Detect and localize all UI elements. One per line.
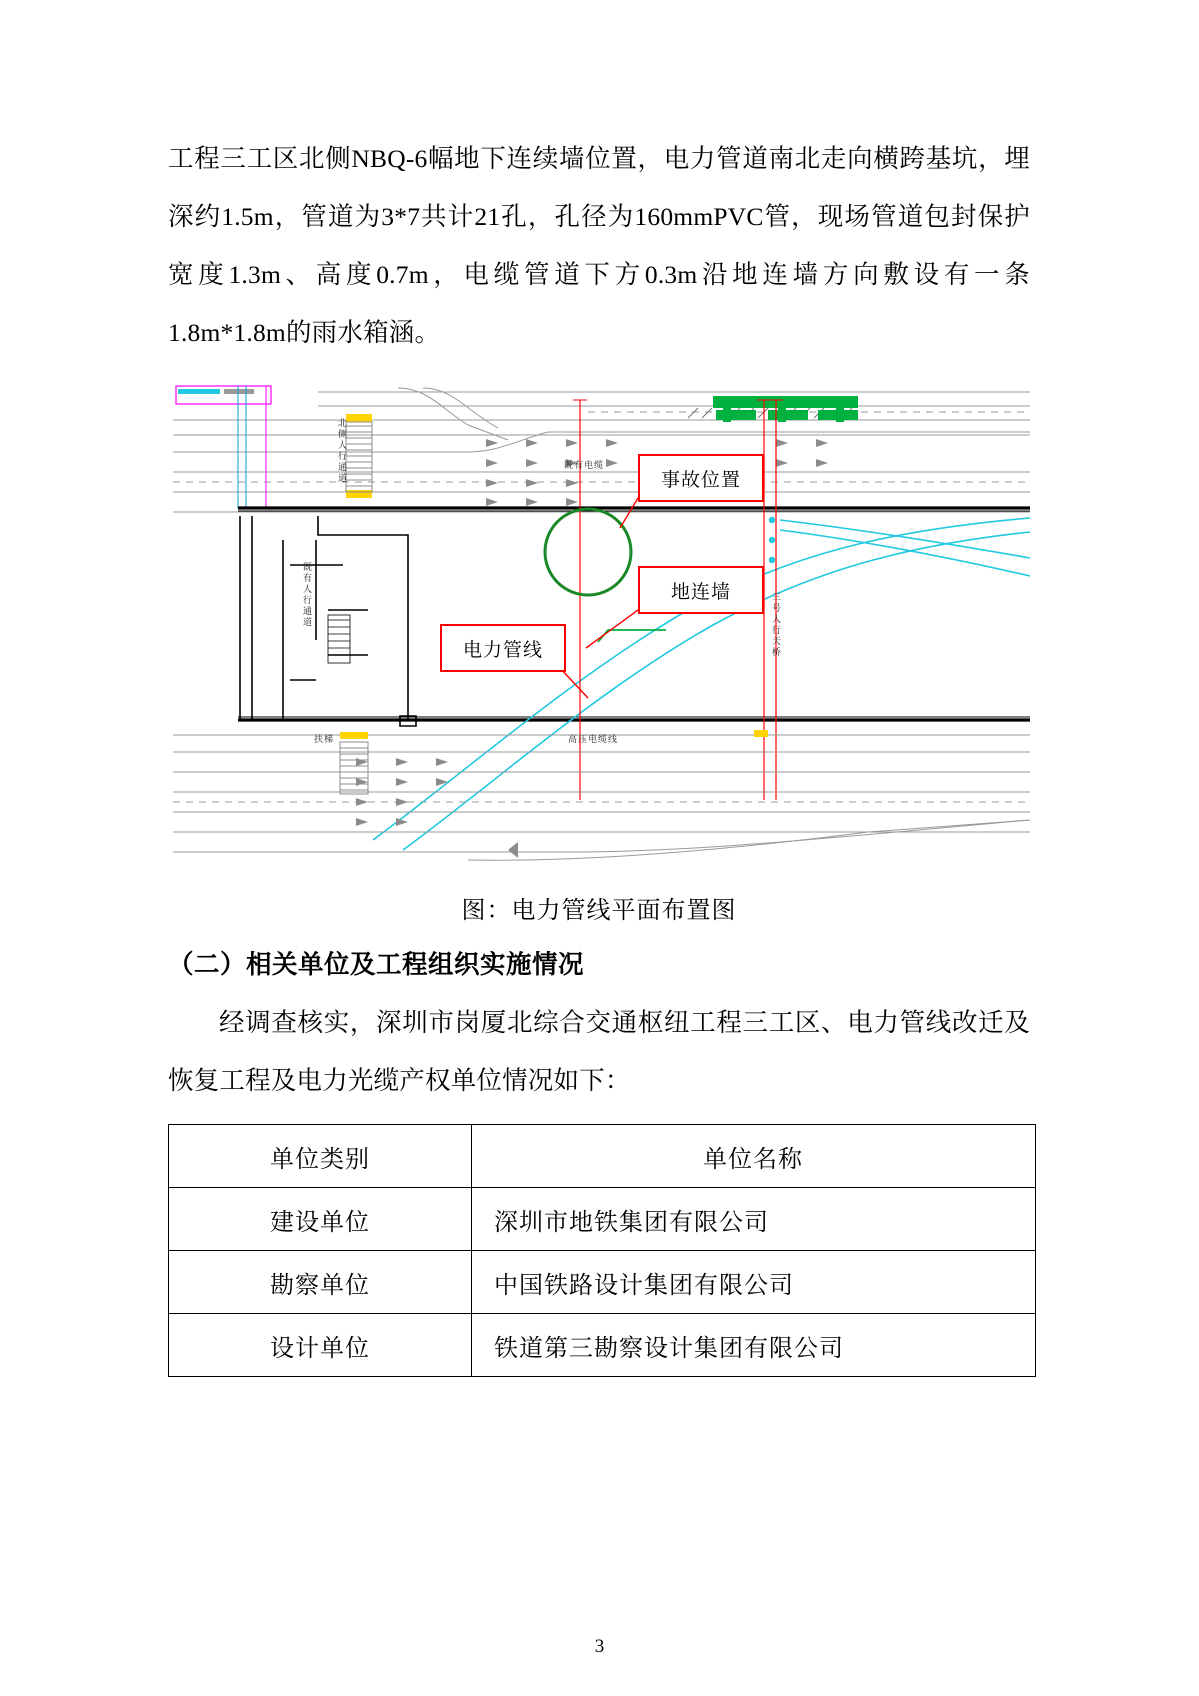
label-existing-cable: 既有电缆 [564, 460, 605, 470]
table-cell-name: 铁道第三勘察设计集团有限公司 [472, 1314, 1036, 1377]
table-row [169, 1314, 1036, 1377]
label-stairs: 扶梯 [314, 734, 335, 744]
table-cell-category: 设计单位 [169, 1314, 472, 1377]
section-heading: （二）相关单位及工程组织实施情况 [168, 950, 585, 979]
paragraph-pipeline-description: 工程三工区北侧NBQ-6幅地下连续墙位置，电力管道南北走向横跨基坑，埋深约1.5m，管道为3*7共计21孔，孔径为160mmPVC管，现场管道包封保护宽度1.3m、高度0.7m，电缆管道下方0.3m沿地连墙方向敷设有一条1.8m*1.8m的雨水箱涵。 [168, 144, 1030, 347]
table-header-name: 单位名称 [472, 1125, 1036, 1188]
figure-caption: 图：电力管线平面布置图 [461, 898, 737, 924]
figure-power-pipeline-layout [168, 380, 1030, 880]
callout-diaphragm-wall: 地连墙 [638, 566, 764, 614]
table-cell-name: 深圳市地铁集团有限公司 [472, 1188, 1036, 1251]
document-body [168, 130, 1030, 1377]
page-number: 3 [594, 1636, 605, 1657]
label-west-pedestrian-passage: 三号人行天桥 [771, 592, 781, 658]
table-row [169, 1188, 1036, 1251]
table-header-row [169, 1125, 1036, 1188]
table-cell-category: 建设单位 [169, 1188, 472, 1251]
callout-accident-location: 事故位置 [638, 454, 764, 502]
table-header-category: 单位类别 [169, 1125, 472, 1188]
table-cell-name: 中国铁路设计集团有限公司 [472, 1251, 1036, 1314]
label-east-pedestrian-passage: 既有人行通道 [302, 562, 312, 628]
table-row [169, 1251, 1036, 1314]
units-table [168, 1124, 1036, 1377]
figure-drawing [168, 380, 1030, 880]
paragraph-investigation: 经调查核实，深圳市岗厦北综合交通枢纽工程三工区、电力管线改迁及恢复工程及电力光缆产权单位情况如下： [168, 1008, 1030, 1095]
table-cell-category: 勘察单位 [169, 1251, 472, 1314]
callout-power-pipeline: 电力管线 [440, 624, 566, 672]
label-north-pedestrian-passage: 北侧人行通道 [337, 418, 347, 484]
label-high-voltage-cable: 高压电缆线 [568, 734, 619, 744]
